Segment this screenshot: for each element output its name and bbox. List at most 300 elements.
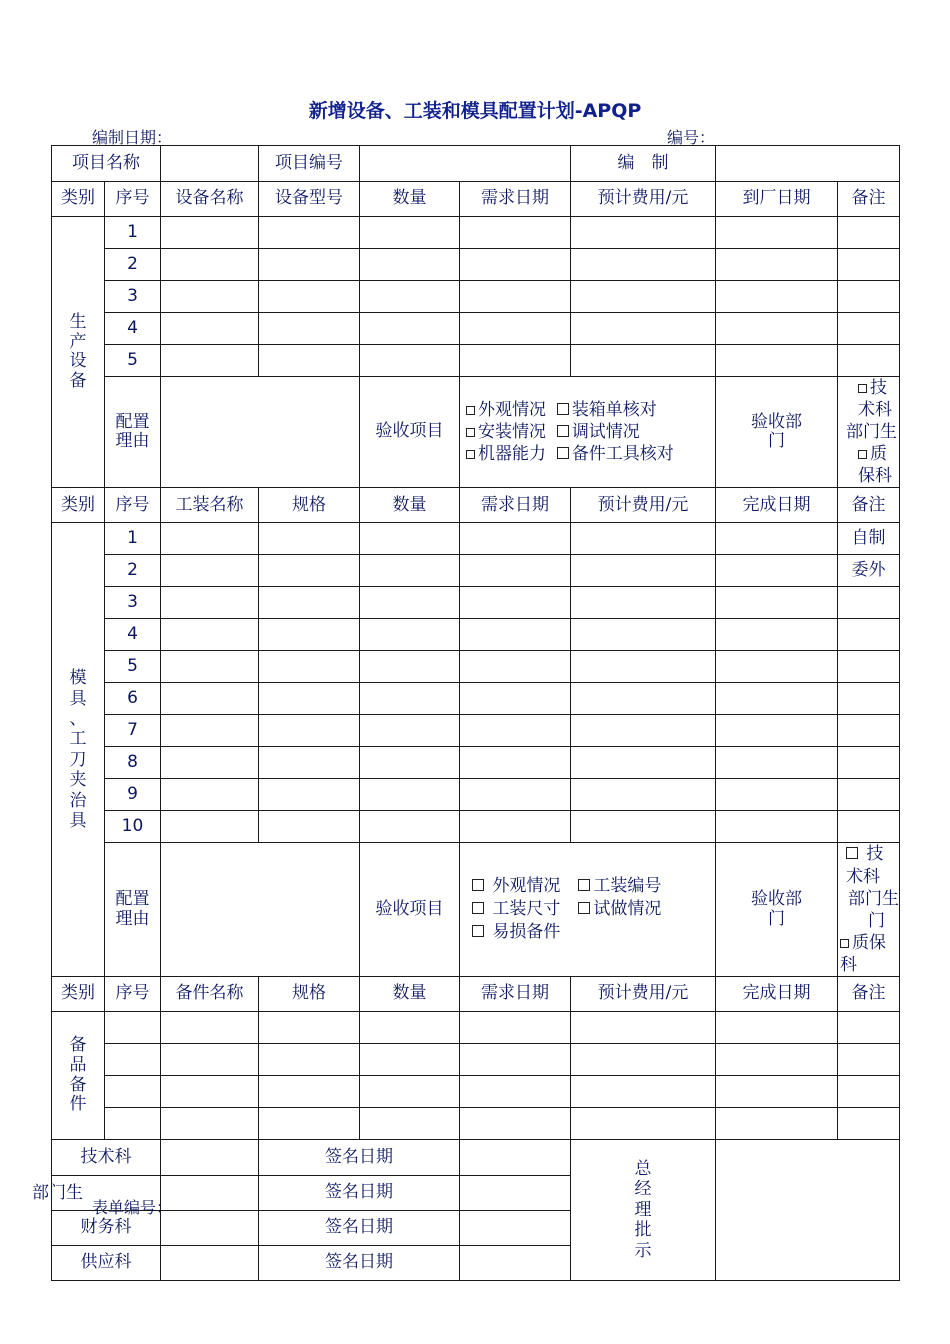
cell[interactable] xyxy=(838,1012,900,1044)
label-line: 门 xyxy=(768,431,785,452)
cell[interactable] xyxy=(460,587,571,619)
cell[interactable] xyxy=(259,523,360,555)
checkbox[interactable] xyxy=(858,450,867,459)
form-number-label: 编号： xyxy=(667,128,716,147)
cell[interactable] xyxy=(360,281,460,313)
column-header: 完成日期 xyxy=(716,488,838,523)
column-header: 数量 xyxy=(360,488,460,523)
cell[interactable] xyxy=(259,217,360,249)
checkbox-label: 试做情况 xyxy=(593,899,662,920)
cell[interactable] xyxy=(360,619,460,651)
cell[interactable] xyxy=(571,587,716,619)
tooling-acceptance-row xyxy=(52,843,900,977)
category-molds-tooling xyxy=(52,523,105,977)
cell[interactable] xyxy=(571,651,716,683)
project-name-value[interactable] xyxy=(161,146,259,182)
category-char: 备 xyxy=(69,1074,87,1095)
compiled-by-value[interactable] xyxy=(716,146,900,182)
cell[interactable] xyxy=(716,281,838,313)
cell[interactable] xyxy=(838,1108,900,1140)
label-line: 理由 xyxy=(115,908,150,929)
checkbox[interactable] xyxy=(557,403,569,415)
checkbox[interactable] xyxy=(858,384,867,393)
row-number: 1 xyxy=(105,523,161,555)
table-row xyxy=(52,747,900,779)
cell[interactable] xyxy=(161,1012,259,1044)
approval-char: 经 xyxy=(634,1179,652,1200)
checkbox-label: 技术科 xyxy=(858,378,892,421)
row-number: 3 xyxy=(105,281,161,313)
row-number: 10 xyxy=(105,811,161,843)
checkbox-label: 易损备件 xyxy=(492,922,561,943)
row-number: 5 xyxy=(105,345,161,377)
category-char: 产 xyxy=(69,331,87,352)
table-row xyxy=(52,555,900,587)
column-header: 预计费用/元 xyxy=(571,977,716,1012)
cell[interactable] xyxy=(360,1108,460,1140)
cell[interactable] xyxy=(838,1076,900,1108)
cell[interactable] xyxy=(716,345,838,377)
label-line: 验收部 xyxy=(751,411,802,432)
cell[interactable] xyxy=(161,555,259,587)
cell[interactable] xyxy=(360,523,460,555)
cell[interactable] xyxy=(716,619,838,651)
cell[interactable] xyxy=(460,1108,571,1140)
category-char: 具 xyxy=(69,810,87,831)
column-header: 类别 xyxy=(52,488,105,523)
checkbox-label: 工装尺寸 xyxy=(492,899,561,920)
cell[interactable] xyxy=(838,217,900,249)
row-number: 2 xyxy=(105,249,161,281)
cell[interactable] xyxy=(460,1044,571,1076)
column-header: 规格 xyxy=(259,977,360,1012)
column-header: 工装名称 xyxy=(161,488,259,523)
table-row xyxy=(52,779,900,811)
sign-date-value[interactable] xyxy=(460,1176,571,1211)
category-char: 设 xyxy=(69,351,87,372)
row-number: 9 xyxy=(105,779,161,811)
cell[interactable] xyxy=(716,523,838,555)
checkbox[interactable] xyxy=(578,902,590,914)
cell[interactable] xyxy=(716,811,838,843)
cell[interactable] xyxy=(571,249,716,281)
cell[interactable] xyxy=(716,1012,838,1044)
cell[interactable] xyxy=(105,1108,161,1140)
cell[interactable] xyxy=(360,555,460,587)
cell[interactable] xyxy=(259,555,360,587)
project-no-value[interactable] xyxy=(360,146,571,182)
cell[interactable] xyxy=(838,811,900,843)
cell[interactable] xyxy=(161,683,259,715)
approval-char: 示 xyxy=(634,1240,652,1261)
category-char: 生 xyxy=(69,312,87,333)
compiled-by-label: 编 制 xyxy=(571,146,716,182)
row-number: 8 xyxy=(105,747,161,779)
cell[interactable] xyxy=(716,1108,838,1140)
checkbox[interactable] xyxy=(472,879,484,891)
checkbox[interactable] xyxy=(846,847,858,859)
cell[interactable] xyxy=(161,779,259,811)
cell[interactable] xyxy=(838,1044,900,1076)
column-header: 序号 xyxy=(105,488,161,523)
cell[interactable] xyxy=(161,217,259,249)
cell[interactable] xyxy=(161,619,259,651)
checkbox-label: 部门生 xyxy=(848,888,899,909)
cell[interactable] xyxy=(161,523,259,555)
spare-parts-header-row xyxy=(52,977,900,1012)
cell[interactable] xyxy=(161,1076,259,1108)
cell[interactable] xyxy=(571,281,716,313)
sign-date-label: 签名日期 xyxy=(259,1176,460,1211)
cell[interactable] xyxy=(460,619,571,651)
cell[interactable] xyxy=(571,619,716,651)
label-line: 配置 xyxy=(115,411,150,432)
category-char: 治 xyxy=(69,790,87,811)
column-header: 完成日期 xyxy=(716,977,838,1012)
cell[interactable] xyxy=(161,651,259,683)
cell[interactable] xyxy=(460,1076,571,1108)
form-number-footer: 表单编号： xyxy=(92,1198,173,1217)
cell[interactable] xyxy=(838,747,900,779)
cell[interactable] xyxy=(259,1108,360,1140)
cell[interactable] xyxy=(838,249,900,281)
table-row xyxy=(52,587,900,619)
cell[interactable] xyxy=(360,747,460,779)
cell[interactable] xyxy=(161,1044,259,1076)
category-char: 、 xyxy=(69,708,87,729)
project-no-label: 项目编号 xyxy=(259,146,360,182)
table-row xyxy=(52,523,900,555)
cell[interactable] xyxy=(716,779,838,811)
cell[interactable] xyxy=(259,1012,360,1044)
cell[interactable] xyxy=(161,747,259,779)
acceptance-checklist xyxy=(460,843,716,977)
table-row xyxy=(52,715,900,747)
cell[interactable] xyxy=(571,1012,716,1044)
cell[interactable] xyxy=(838,651,900,683)
project-name-label: 项目名称 xyxy=(52,146,161,182)
cell[interactable] xyxy=(460,523,571,555)
row-number: 3 xyxy=(105,587,161,619)
cell[interactable] xyxy=(716,651,838,683)
cell[interactable] xyxy=(259,1076,360,1108)
cell[interactable] xyxy=(571,1076,716,1108)
cell[interactable] xyxy=(105,1076,161,1108)
config-reason-value[interactable] xyxy=(161,377,360,488)
cell[interactable] xyxy=(360,683,460,715)
cell[interactable] xyxy=(360,779,460,811)
acceptance-items-label: 验收项目 xyxy=(360,377,460,488)
column-header: 数量 xyxy=(360,977,460,1012)
label-line: 验收部 xyxy=(751,889,802,910)
cell[interactable] xyxy=(460,779,571,811)
approval-char: 总 xyxy=(634,1159,652,1180)
cell[interactable] xyxy=(716,683,838,715)
cell[interactable] xyxy=(259,281,360,313)
checkbox-label: 装箱单核对 xyxy=(571,400,657,421)
sign-date-value[interactable] xyxy=(460,1140,571,1176)
checkbox[interactable] xyxy=(840,939,849,948)
table-row xyxy=(52,281,900,313)
cell[interactable] xyxy=(259,715,360,747)
cell[interactable] xyxy=(360,587,460,619)
row-number: 6 xyxy=(105,683,161,715)
column-header: 序号 xyxy=(105,182,161,217)
signature-cell[interactable] xyxy=(161,1176,259,1211)
cell[interactable] xyxy=(360,249,460,281)
checkbox[interactable] xyxy=(557,425,569,437)
cell[interactable] xyxy=(571,217,716,249)
checkbox[interactable] xyxy=(472,925,484,937)
checkbox-label: 调试情况 xyxy=(571,422,640,443)
category-char: 工 xyxy=(69,729,87,750)
checkbox-label: 工装编号 xyxy=(593,876,662,897)
checkbox-label: 质保科 xyxy=(858,444,892,487)
table-row xyxy=(52,345,900,377)
acceptance-checklist xyxy=(460,377,716,488)
category-spare-parts xyxy=(52,1012,105,1140)
equipment-header-row xyxy=(52,182,900,217)
column-header: 到厂日期 xyxy=(716,182,838,217)
checkbox-label: 质保科 xyxy=(840,932,886,975)
checkbox-label: 门 xyxy=(868,910,885,931)
cell[interactable] xyxy=(716,217,838,249)
row-number: 2 xyxy=(105,555,161,587)
checkbox-label: 机器能力 xyxy=(478,444,546,465)
checkbox[interactable] xyxy=(466,450,475,459)
column-header: 备注 xyxy=(838,182,900,217)
column-header: 类别 xyxy=(52,977,105,1012)
cell[interactable] xyxy=(259,1044,360,1076)
checkbox-label: 备件工具核对 xyxy=(571,444,674,465)
cell[interactable] xyxy=(571,779,716,811)
label-line: 理由 xyxy=(115,431,150,452)
sign-date-label: 签名日期 xyxy=(259,1140,460,1176)
cell[interactable] xyxy=(259,249,360,281)
gm-approval-label xyxy=(571,1140,716,1281)
cell[interactable] xyxy=(460,313,571,345)
cell[interactable] xyxy=(838,779,900,811)
cell[interactable] xyxy=(838,587,900,619)
table-row xyxy=(52,313,900,345)
column-header: 需求日期 xyxy=(460,182,571,217)
category-char: 具 xyxy=(69,688,87,709)
column-header: 数量 xyxy=(360,182,460,217)
acceptance-dept-label xyxy=(716,377,838,488)
cell[interactable] xyxy=(360,811,460,843)
cell[interactable] xyxy=(259,651,360,683)
cell[interactable] xyxy=(259,811,360,843)
cell[interactable] xyxy=(460,345,571,377)
cell[interactable] xyxy=(716,747,838,779)
acceptance-items-label: 验收项目 xyxy=(360,843,460,977)
dept-supply: 供应科 xyxy=(52,1246,161,1281)
sign-date-label: 签名日期 xyxy=(259,1211,460,1246)
signature-cell[interactable] xyxy=(161,1246,259,1281)
cell[interactable] xyxy=(460,683,571,715)
cell[interactable] xyxy=(259,619,360,651)
column-header: 备件名称 xyxy=(161,977,259,1012)
cell[interactable] xyxy=(460,715,571,747)
checkbox[interactable] xyxy=(578,879,590,891)
cell[interactable] xyxy=(716,587,838,619)
cell[interactable] xyxy=(259,779,360,811)
column-header: 类别 xyxy=(52,182,105,217)
cell[interactable] xyxy=(716,313,838,345)
sign-date-value[interactable] xyxy=(460,1211,571,1246)
cell[interactable] xyxy=(571,345,716,377)
page-title: 新增设备、工装和模具配置计划-APQP xyxy=(308,100,642,122)
cell[interactable] xyxy=(360,313,460,345)
cell[interactable] xyxy=(460,1012,571,1044)
cell[interactable] xyxy=(161,811,259,843)
cell[interactable] xyxy=(716,715,838,747)
cell[interactable] xyxy=(360,715,460,747)
cell[interactable] xyxy=(838,683,900,715)
cell[interactable] xyxy=(460,555,571,587)
cell[interactable] xyxy=(460,651,571,683)
cell[interactable] xyxy=(460,747,571,779)
checkbox-label: 外观情况 xyxy=(478,400,546,421)
cell[interactable] xyxy=(716,249,838,281)
cell[interactable] xyxy=(460,811,571,843)
signature-cell[interactable] xyxy=(161,1140,259,1176)
checkbox[interactable] xyxy=(472,902,484,914)
row-number: 4 xyxy=(105,313,161,345)
compile-date-label: 编制日期： xyxy=(92,128,173,147)
cell[interactable] xyxy=(161,587,259,619)
table-row xyxy=(52,1076,900,1108)
checkbox[interactable] xyxy=(466,406,475,415)
table-row xyxy=(52,1044,900,1076)
config-plan-table xyxy=(32,145,900,1281)
category-char: 模 xyxy=(69,668,87,689)
column-header: 备注 xyxy=(838,488,900,523)
checkbox-label: 技术科 xyxy=(846,844,884,887)
cell[interactable] xyxy=(161,715,259,747)
cell[interactable] xyxy=(161,281,259,313)
remark-self-made: 自制 xyxy=(838,523,900,555)
config-reason-label xyxy=(105,377,161,488)
category-char: 件 xyxy=(69,1094,87,1115)
table-row xyxy=(52,651,900,683)
category-char: 备 xyxy=(69,1035,87,1056)
project-info-row xyxy=(52,146,900,182)
cell[interactable] xyxy=(259,313,360,345)
cell[interactable] xyxy=(571,1108,716,1140)
column-header: 需求日期 xyxy=(460,488,571,523)
row-number: 7 xyxy=(105,715,161,747)
dept-finance: 财务科 xyxy=(52,1211,161,1246)
table-row xyxy=(52,1108,900,1140)
cell[interactable] xyxy=(716,1076,838,1108)
config-reason-label xyxy=(105,843,161,977)
table-row xyxy=(52,811,900,843)
dept-technical: 技术科 xyxy=(52,1140,161,1176)
row-number: 5 xyxy=(105,651,161,683)
cell[interactable] xyxy=(716,1044,838,1076)
checkbox[interactable] xyxy=(557,447,569,459)
sign-date-label: 签名日期 xyxy=(259,1246,460,1281)
cell[interactable] xyxy=(105,1012,161,1044)
category-char: 品 xyxy=(69,1054,87,1075)
acceptance-dept-label xyxy=(716,843,838,977)
cell[interactable] xyxy=(259,587,360,619)
cell[interactable] xyxy=(571,683,716,715)
column-header: 序号 xyxy=(105,977,161,1012)
cell[interactable] xyxy=(259,345,360,377)
cell[interactable] xyxy=(360,345,460,377)
cell[interactable] xyxy=(716,555,838,587)
checkbox-label: 部门生 xyxy=(846,422,897,443)
label-line: 门 xyxy=(768,908,785,929)
checkbox-label: 安装情况 xyxy=(478,422,546,443)
column-header: 预计费用/元 xyxy=(571,182,716,217)
row-number: 1 xyxy=(105,217,161,249)
cell[interactable] xyxy=(161,1108,259,1140)
label-line: 配置 xyxy=(115,889,150,910)
dept-label: 部门生 xyxy=(32,1183,83,1204)
cell[interactable] xyxy=(838,345,900,377)
table-row xyxy=(52,1012,900,1044)
cell[interactable] xyxy=(571,747,716,779)
checkbox[interactable] xyxy=(466,428,475,437)
acceptance-dept-list xyxy=(838,843,900,977)
equipment-acceptance-row xyxy=(52,377,900,488)
cell[interactable] xyxy=(571,811,716,843)
cell[interactable] xyxy=(460,281,571,313)
column-header: 设备名称 xyxy=(161,182,259,217)
cell[interactable] xyxy=(571,313,716,345)
tooling-header-row xyxy=(52,488,900,523)
cell[interactable] xyxy=(460,249,571,281)
cell[interactable] xyxy=(259,747,360,779)
cell[interactable] xyxy=(838,281,900,313)
cell[interactable] xyxy=(360,1012,460,1044)
cell[interactable] xyxy=(571,715,716,747)
cell[interactable] xyxy=(105,1044,161,1076)
sign-date-value[interactable] xyxy=(460,1246,571,1281)
cell[interactable] xyxy=(838,619,900,651)
cell[interactable] xyxy=(161,345,259,377)
cell[interactable] xyxy=(460,217,571,249)
cell[interactable] xyxy=(161,313,259,345)
column-header: 备注 xyxy=(838,977,900,1012)
category-production-equipment xyxy=(52,217,105,488)
table-row xyxy=(52,683,900,715)
signature-cell[interactable] xyxy=(161,1211,259,1246)
signature-row xyxy=(52,1140,900,1176)
cell[interactable] xyxy=(571,1044,716,1076)
category-char: 刀 xyxy=(69,749,87,770)
cell[interactable] xyxy=(571,523,716,555)
cell[interactable] xyxy=(838,313,900,345)
cell[interactable] xyxy=(259,683,360,715)
table-row xyxy=(52,217,900,249)
gm-approval-value[interactable] xyxy=(716,1140,900,1281)
config-reason-value[interactable] xyxy=(161,843,360,977)
column-header: 预计费用/元 xyxy=(571,488,716,523)
cell[interactable] xyxy=(571,555,716,587)
cell[interactable] xyxy=(161,249,259,281)
cell[interactable] xyxy=(360,217,460,249)
category-char: 夹 xyxy=(69,770,87,791)
remark-outsourced: 委外 xyxy=(838,555,900,587)
cell[interactable] xyxy=(838,715,900,747)
cell[interactable] xyxy=(360,1044,460,1076)
cell[interactable] xyxy=(360,1076,460,1108)
cell[interactable] xyxy=(360,651,460,683)
